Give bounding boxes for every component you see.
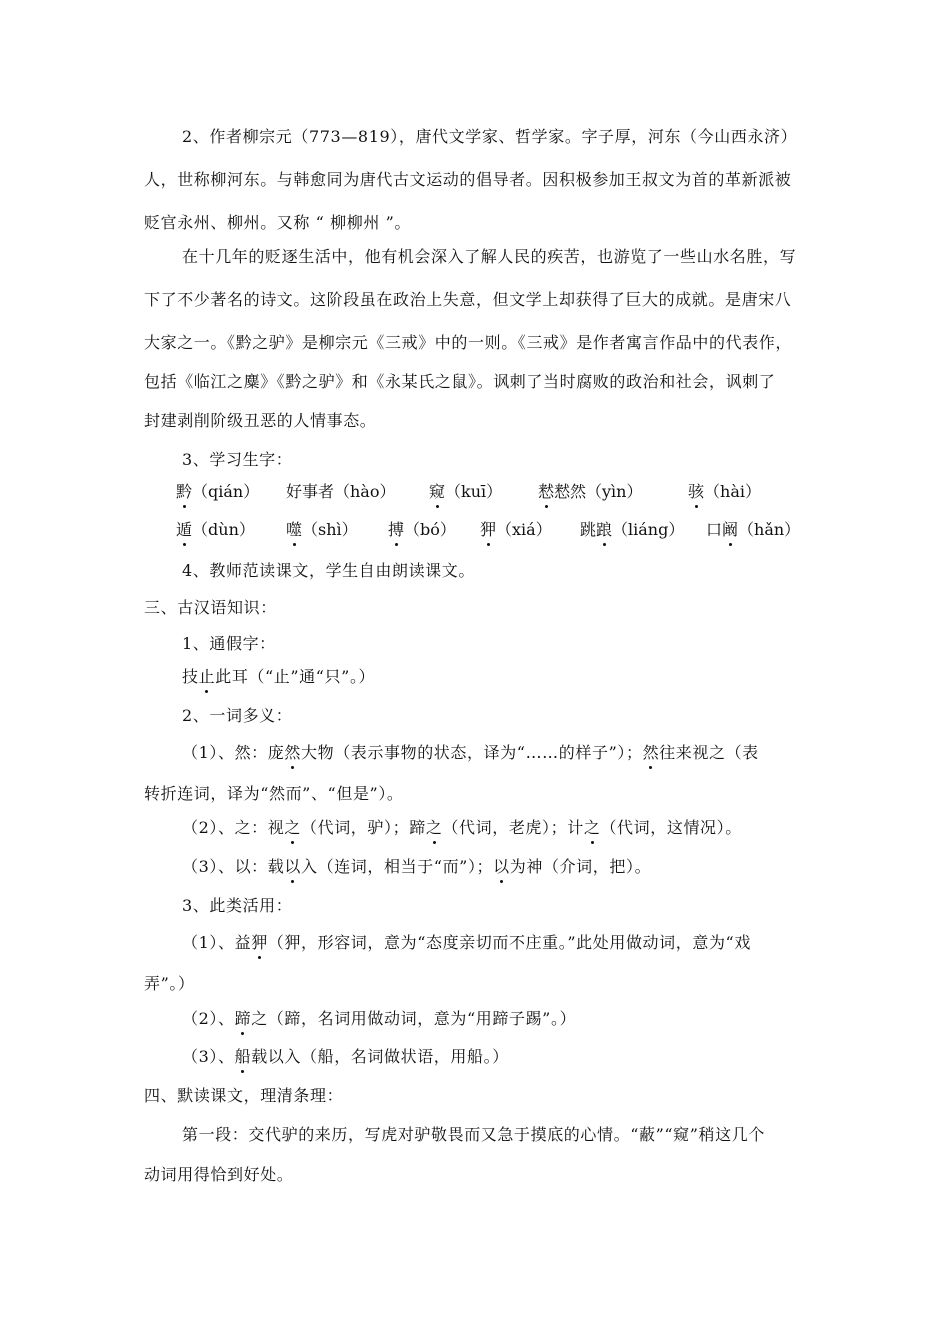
vocab-item: 搏（bó） (388, 520, 456, 539)
bio-line-1: 在十几年的贬逐生活中，他有机会深入了解人民的疾苦，也游览了一些山水名胜，写 (182, 247, 797, 266)
vocab-item: 遁（dùn） (176, 520, 255, 539)
vocab-item: 慭慭然（yìn） (538, 482, 643, 501)
section4-heading: 四、默读课文，理清条理： (144, 1086, 344, 1105)
duoyi-item-3: （3）、以：载以入（连词，相当于“而”）；以为神（介词，把）。 (182, 857, 652, 876)
vocab-item: 跳踉（liáng） (580, 520, 685, 539)
duoyi-item-1-cont: 转折连词，译为“然而”、“但是”）。 (144, 784, 404, 803)
bio-line-2: 下了不少著名的诗文。这阶段虽在政治上失意，但文学上却获得了巨大的成就。是唐宋八 (144, 290, 792, 309)
bio-line-3: 大家之一。《黔之驴》是柳宗元《三戒》中的一则。《三戒》是作者寓言作品中的代表作， (144, 333, 793, 352)
vocab-heading: 3、学习生字： (182, 450, 293, 469)
vocab-item: 骇（hài） (688, 482, 761, 501)
duoyi-item-1: （1）、然：庞然大物（表示事物的状态，译为“……的样子”）；然往来视之（表 (182, 743, 759, 762)
vocab-item: 好事者（hào） (286, 482, 396, 501)
bio-line-4: 包括《临江之麋》《黔之驴》和《永某氏之鼠》。讽刺了当时腐败的政治和社会，讽刺了 (144, 372, 776, 391)
tongjia-heading: 1、通假字： (182, 634, 276, 653)
author-line-2: 人，世称柳河东。与韩愈同为唐代古文运动的倡导者。因积极参加王叔文为首的革新派被 (144, 170, 792, 189)
vocab-item: 窥（kuī） (429, 482, 503, 501)
section4-para-line-1: 第一段：交代驴的来历，写虎对驴敬畏而又急于摸底的心情。“蔽”“窥”稍这几个 (182, 1125, 765, 1144)
vocab-item: 狎（xiá） (480, 520, 552, 539)
duoyi-heading: 2、一词多义： (182, 706, 293, 725)
huoyong-item-2: （2）、蹄之（蹄，名词用做动词，意为“用蹄子踢”。） (182, 1009, 577, 1028)
huoyong-item-1: （1）、益狎（狎，形容词，意为“态度亲切而不庄重。”此处用做动词，意为“戏 (182, 933, 751, 952)
reading-instruction: 4、教师范读课文，学生自由朗读课文。 (182, 561, 475, 580)
vocab-item: 口阚（hǎn） (706, 520, 801, 539)
huoyong-item-3: （3）、船载以入（船，名词做状语，用船。） (182, 1047, 509, 1066)
duoyi-item-2: （2）、之：视之（代词，驴）；蹄之（代词，老虎）；计之（代词，这情况）。 (182, 818, 742, 837)
tongjia-example: 技止此耳（“止”通“只”。） (182, 667, 376, 686)
author-line-3: 贬官永州、柳州。又称 “ 柳柳州 ”。 (144, 213, 412, 232)
vocab-item: 黔（qián） (176, 482, 260, 501)
huoyong-heading: 3、此类活用： (182, 896, 293, 915)
vocab-item: 噬（shì） (286, 520, 358, 539)
huoyong-item-1-cont: 弄”。） (144, 974, 195, 993)
bio-line-5: 封建剥削阶级丑恶的人情事态。 (144, 411, 377, 430)
author-line-1: 2、作者柳宗元（773—819），唐代文学家、哲学家。字子厚，河东（今山西永济） (182, 127, 798, 146)
section4-para-line-2: 动词用得恰到好处。 (144, 1165, 294, 1184)
section3-heading: 三、古汉语知识： (144, 598, 277, 617)
